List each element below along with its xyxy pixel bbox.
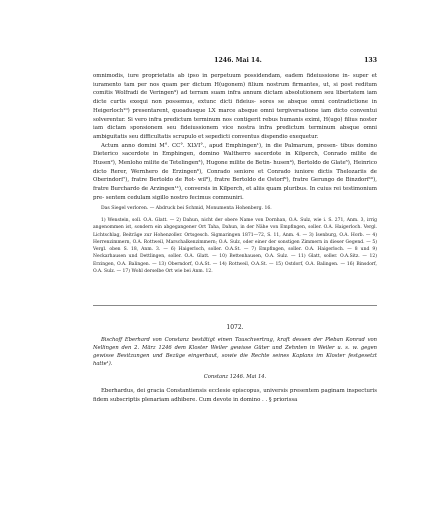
text-line: tibus domino Dieterico sacerdote in Emphingen, domino Waltherro sacerdote in Kilperch, <box>93 142 377 158</box>
regest <box>93 336 377 368</box>
text-line: omnimodis, iure proprietatis ab ipso in perpetuum possidendam, eadem fideiussione in- <box>93 73 350 79</box>
text-line: seu fideiussionem vice nostra infra predictum terminum absque omni ambiguitatis seu <box>93 125 377 140</box>
charter-text-1072 <box>93 387 377 404</box>
text-line: terminum nos contigerit rebus humanis eximi, H(ugo) filius noster iam dictam sponsionem <box>93 116 377 132</box>
text-line: Conrado milite de Husen²), Menloho milite de Tetelingen³), Hugone milite de Betin- <box>93 151 377 167</box>
footnote-block: 1) Wenstein, soll. O.A. Glatt. — 2) Dahun, nicht der obere Name von Dornhan, O.A. Sulz, wie i. S. 271, Anm. 3, irrig angenommen ist, sondern ein abgegangener Ort Taha, Dahun, in der Nähe von Empfingen, soller. O.A. Haigerloch. Vergl. Lichtschlag, Beiträge zur Hohenzoller. Ortsgesch. Sigmaringen 1871—72, S. 11, Anm. 4. — 3) Isenburg, O.A. Horb. — 4) Herrenzimmern, O.A. Rottweil, Marschalkenzimmern; O.A. Sulz, oder einer der sonstigen Zimmern in dieser Gegend. — 5) Vergl. oben S. 18, Anm. 3. — 6) Haigerloch, soller. O.A.St. — 7) Empfingen, soller. O.A. Haigerloch. — 8 und 9) Neckarhausen und Dettlingen, soller. O.A. Glatt. — 10) Bettenhausen, O.A. Sulz. — 11) Glatt, soller. O.A.Sitz. — 12) Erzingen, O.A. Balingen. — 13) Oberndorf, O.A.St. — 14) Rottweil, O.A.St. — 15) Ostdorf, O.A. Balingen. — 16) Binsdorf, O.A. Sulz. — 17) Wohl derselbe Ort wie bei Anm. 12. <box>93 218 377 275</box>
text-line: wil⁸), fratre Bertoldo de Ostorf⁹), fratre Gerungo de Binzdorf¹⁰), fratre Burchardo de <box>93 177 378 193</box>
text-line: sores se absque omni contradictione in Heigerloch¹⁰) presentarent, quoadusque LX marce <box>93 99 378 114</box>
charter-paragraph <box>93 387 377 404</box>
regest-text: Bischoff Eberhard von Constanz bestätigt einen Tauschvertrag, kraft dessen der Pleban Konrad von Nellingen den 2. März 1246 dem Kloster Weiler gewisse Güter und Zehnten in Weiler u. s. w. gegen gewisse Besitzungen und Bezüge eingerbaut, sowie die Rechte seines Kaplans im Kloster festgesetzt hatte¹). <box>93 337 377 368</box>
text-line: Eberhardus, dei gracia Constantiensis ecclesie episcopus, universis presentem paginam <box>101 388 345 394</box>
text-line: seniore et Conrado iuniore dictis Thelozariis de Oberindorf⁷), fratre Bertoldo de Rot- <box>93 168 377 184</box>
charter-text <box>93 72 377 203</box>
charter-paragraph <box>93 142 377 203</box>
text-line: ut, si post reditum comitis Wolfradi de Veringen⁹) ad terram suam infra annum dictam <box>93 81 377 97</box>
text-line: difficultatis scrupulo et sepedicti conventus dispendio exequetur. <box>140 133 319 140</box>
page-number: 133 <box>364 57 377 64</box>
charter-paragraph <box>93 72 377 142</box>
text-line: inspecturis fidem subscriptis plenariam adhibere. Cum devote in domino . . § priorissa <box>93 388 378 403</box>
text-line: sentem cedulam sigillo nostro fecimus communiri. <box>105 194 244 201</box>
section-divider <box>93 305 377 306</box>
text-line: super et iuramento tam per nos quam per dictum H(ugonem) filium nostrum firmantes, <box>93 73 377 88</box>
running-head-title: 1246. Mai 14. <box>214 57 262 64</box>
seal-note: Das Siegel verloren. — Abdruck bei Schmid, Monumenta Hohenberg. 16. <box>101 206 272 211</box>
dateline: Constanz 1246. Mai 14. <box>203 374 267 380</box>
document-number: 1072. <box>226 324 244 331</box>
running-head <box>93 56 377 66</box>
text-line: Arzingen¹¹), conversis in Kilperch, et aliis quam pluribus. In cuius rei testimonium pre- <box>93 186 377 201</box>
text-line: Actum anno domini M°. CC°. XLVI°., apud Emphingen¹), in die Palmarum, presen- <box>101 142 338 149</box>
text-line: absolutionem seu libertatem iam dicte curtis exequi non possemus, extunc dicti fideius- <box>93 90 377 106</box>
text-line: husen⁴), Bertoldo de Glate⁵), Heinrico dicto Rerer, Wernhero de Erzingen⁶), Conrado <box>93 160 377 175</box>
footnotes <box>93 217 377 275</box>
text-line: absque omni tergiversatione iam dicto conventui solverentur. Si vero infra predictum <box>93 107 377 123</box>
